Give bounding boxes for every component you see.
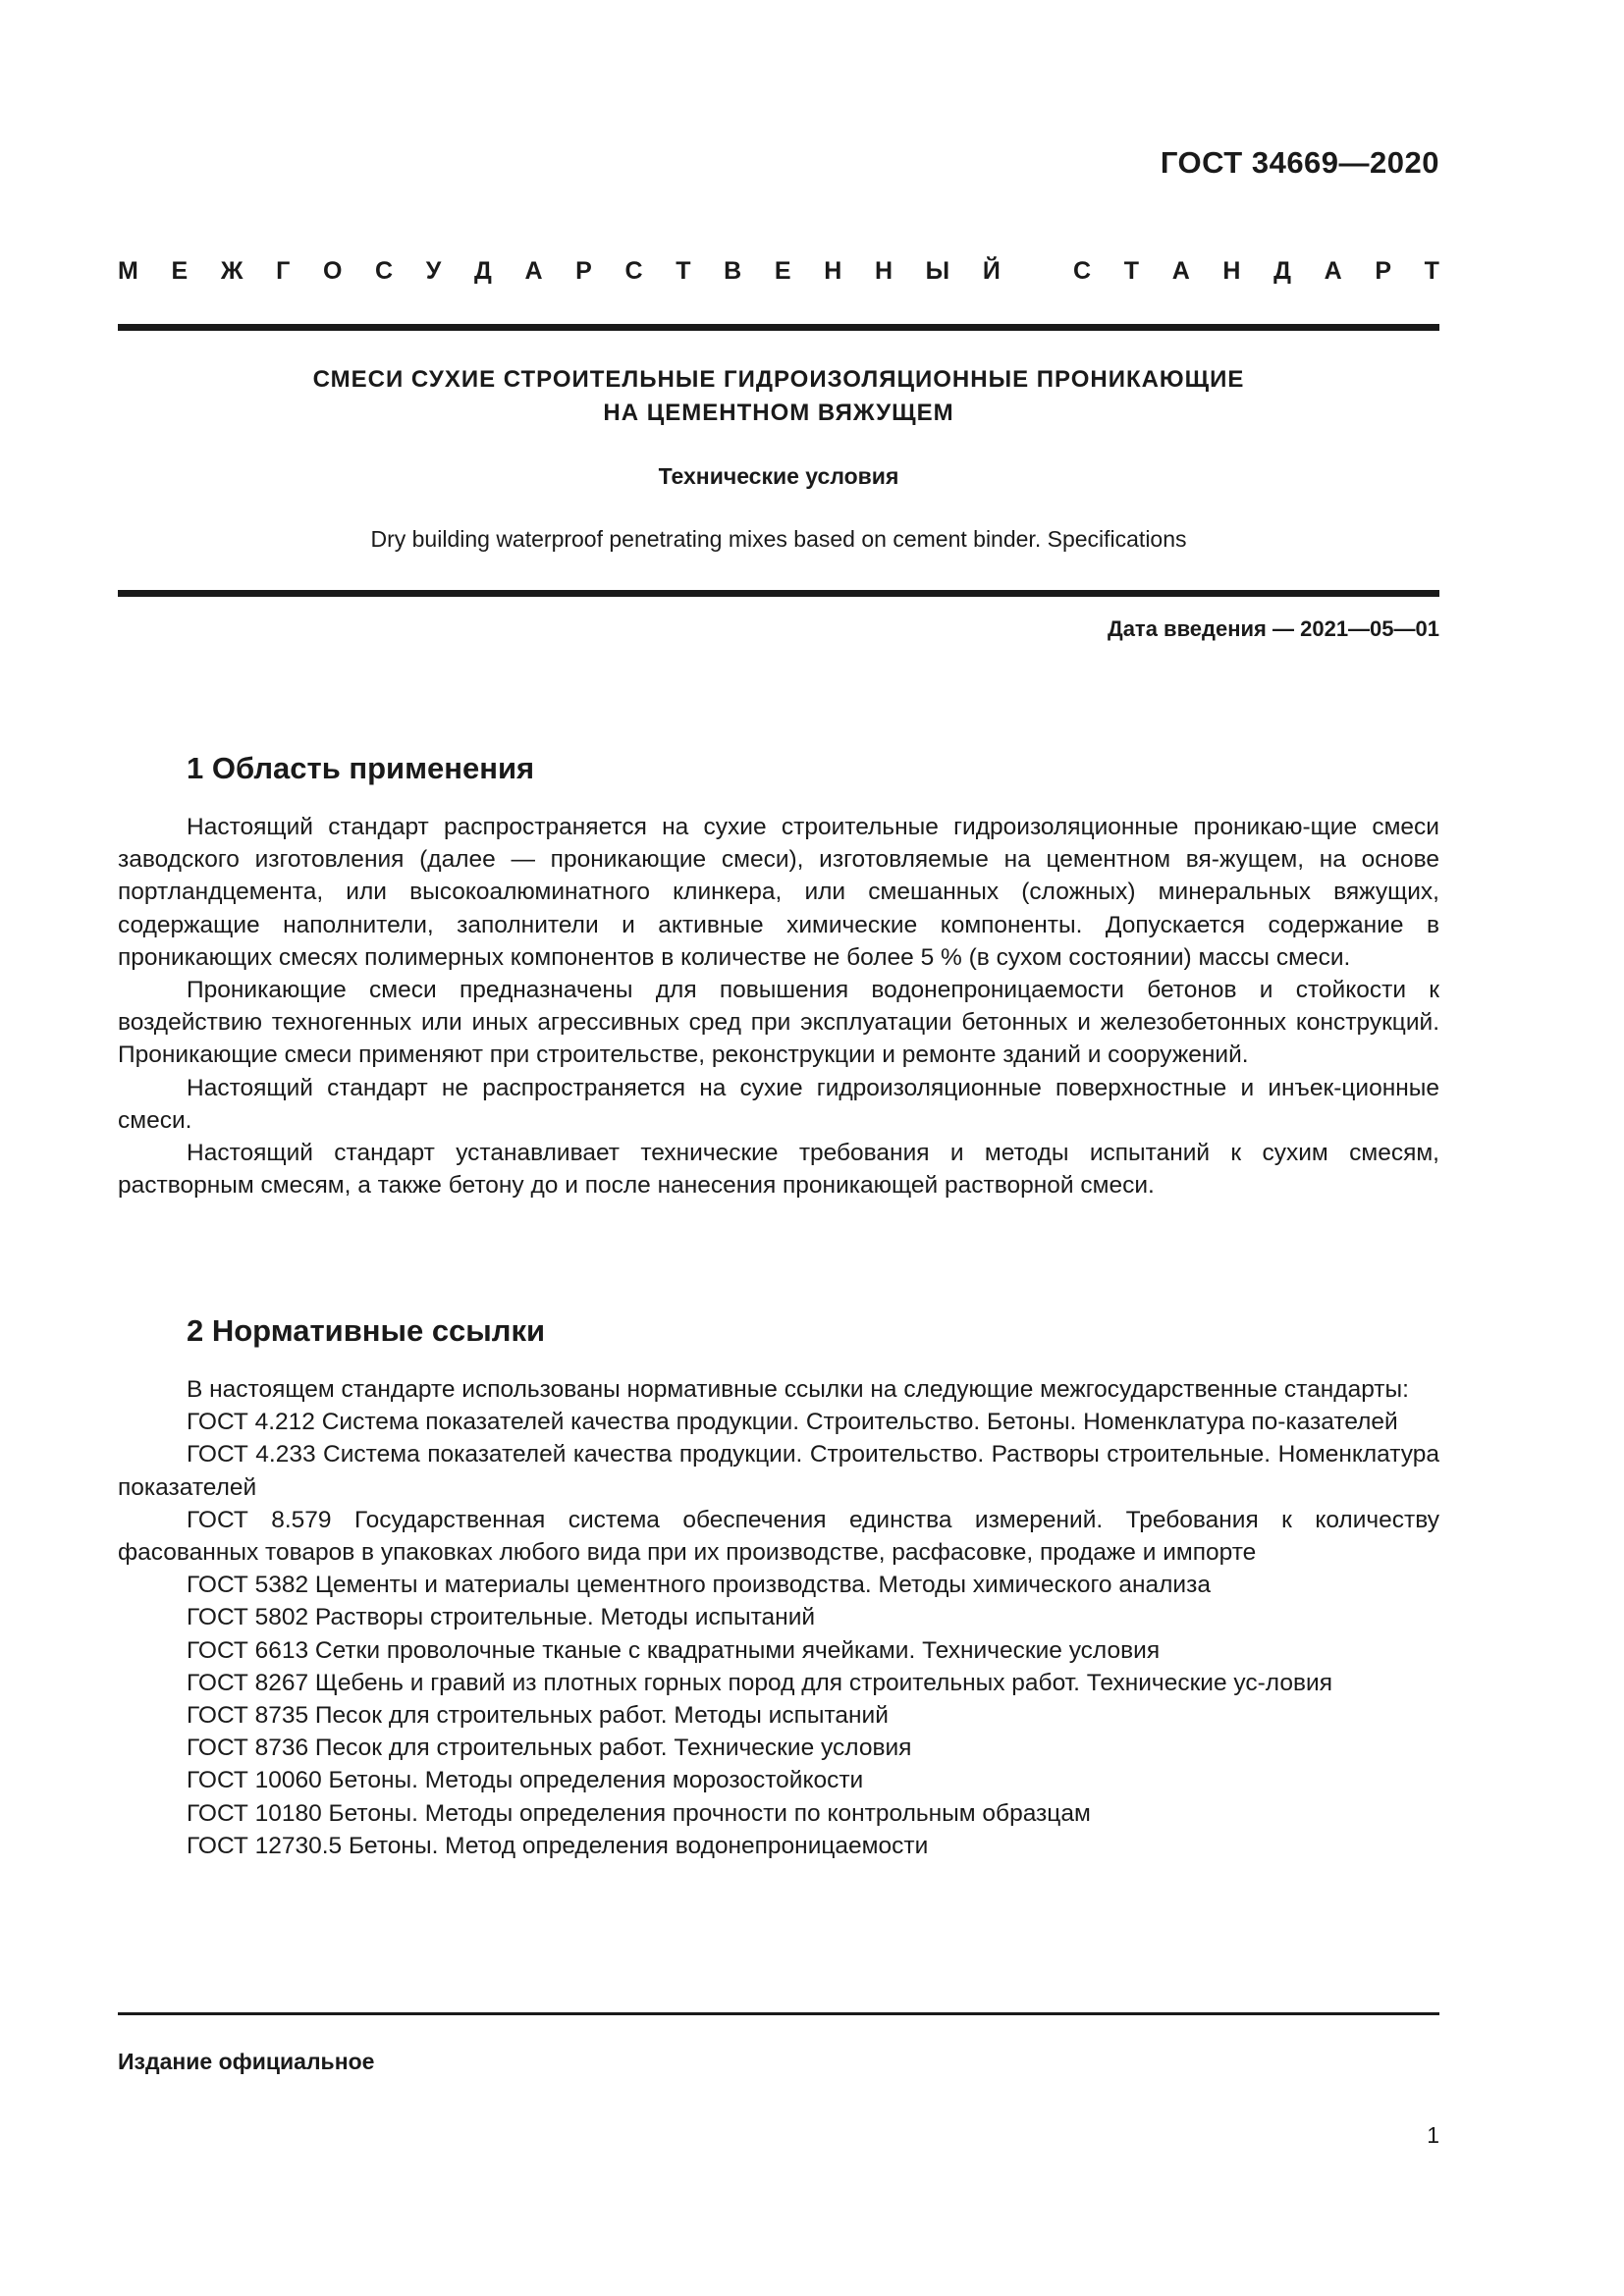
reference-item: ГОСТ 8736 Песок для строительных работ. Технические условия (187, 1735, 912, 1762)
document-subtitle: Технические условия (658, 463, 899, 489)
heading-letter: Т (676, 257, 691, 285)
heading-letter: А (1171, 257, 1190, 285)
heading-letter: Е (171, 257, 189, 285)
section-1-body (118, 811, 1439, 1201)
reference-item: ГОСТ 12730.5 Бетоны. Метод определения водонепроницаемости (187, 1832, 929, 1859)
reference-item: ГОСТ 8735 Песок для строительных работ. Методы испытаний (187, 1702, 889, 1730)
reference-item: ГОСТ 4.212 Система показателей качества продукции. Строительство. Бетоны. Номенклатура по-казателей (187, 1409, 1398, 1436)
paragraph: В настоящем стандарте использованы нормативные ссылки на следующие межгосударственные стандарты: (187, 1376, 1409, 1403)
section-2-heading: 2 Нормативные ссылки (187, 1313, 546, 1348)
header-divider (118, 324, 1439, 331)
heading-letter: Д (1273, 257, 1291, 285)
paragraph: Проникающие смеси предназначены для повышения водонепроницаемости бетонов и стойкости к воздействию техногенных или иных агрессивных сред при эксплуатации бетонных и железобетонных конструкций. Проникающие смеси применяют при строительстве, реконструкции и ремонте зданий и сооружений. (118, 977, 1439, 1069)
section-1-heading: 1 Область применения (187, 751, 535, 785)
reference-item: ГОСТ 5382 Цементы и материалы цементного производства. Методы химического анализа (187, 1572, 1211, 1599)
reference-item: ГОСТ 8.579 Государственная система обеспечения единства измерений. Требования к количеству фасованных товаров в упаковках любого вида при их производстве, расфасовке, продаже и импорте (118, 1506, 1439, 1567)
heading-letter: А (1324, 257, 1342, 285)
heading-letter: Т (1123, 257, 1140, 285)
section-2-body (118, 1373, 1439, 1862)
heading-letter: С (375, 257, 394, 285)
heading-letter: О (322, 257, 343, 285)
reference-item: ГОСТ 4.233 Система показателей качества продукции. Строительство. Растворы строительные. Номенклатура показателей (118, 1441, 1439, 1501)
paragraph: Настоящий стандарт устанавливает технические требования и методы испытаний к сухим смесям, растворным смесям, а также бетону до и после нанесения проникающей растворной смеси. (118, 1140, 1439, 1200)
heading-letter: Н (874, 257, 893, 285)
introduction-date: Дата введения — 2021—05—01 (1108, 616, 1439, 641)
standard-type-heading (118, 257, 1439, 286)
heading-letter (1033, 257, 1040, 286)
heading-letter: Ы (925, 257, 950, 285)
heading-letter: Д (473, 257, 492, 285)
edition-note: Издание официальное (118, 2049, 375, 2074)
document-title (118, 363, 1439, 430)
heading-letter: Т (1424, 257, 1439, 285)
heading-letter: Й (982, 257, 1001, 285)
reference-item: ГОСТ 8267 Щебень и гравий из плотных горных пород для строительных работ. Технические ус-ловия (187, 1669, 1332, 1696)
heading-letter: У (425, 257, 442, 285)
title-divider (118, 590, 1439, 597)
reference-item: ГОСТ 10180 Бетоны. Методы определения прочности по контрольным образцам (187, 1799, 1091, 1827)
heading-letter: Н (824, 257, 842, 285)
heading-letter: С (624, 257, 643, 285)
heading-letter: Е (774, 257, 791, 285)
title-line-1: СМЕСИ СУХИЕ СТРОИТЕЛЬНЫЕ ГИДРОИЗОЛЯЦИОННЫЕ ПРОНИКАЮЩИЕ (312, 366, 1245, 393)
heading-letter: А (524, 257, 543, 285)
heading-letter: М (118, 257, 138, 285)
title-line-2: НА ЦЕМЕНТНОМ ВЯЖУЩЕМ (603, 400, 954, 426)
standard-number: ГОСТ 34669—2020 (1160, 145, 1439, 180)
paragraph: Настоящий стандарт не распространяется на сухие гидроизоляционные поверхностные и инъек-ционные смеси. (118, 1074, 1439, 1134)
english-title: Dry building waterproof penetrating mixes based on cement binder. Specifications (370, 526, 1187, 552)
heading-letter: Н (1222, 257, 1241, 285)
heading-letter: Р (575, 257, 592, 285)
page-number: 1 (1427, 2122, 1439, 2148)
footer-divider (118, 2012, 1439, 2015)
heading-letter: Р (1375, 257, 1392, 285)
reference-item: ГОСТ 5802 Растворы строительные. Методы испытаний (187, 1604, 816, 1631)
heading-letter: Ж (220, 257, 244, 285)
heading-letter: Г (276, 257, 291, 285)
paragraph: Настоящий стандарт распространяется на сухие строительные гидроизоляционные проникаю-щие смеси заводского изготовления (далее — проникающие смеси), изготовляемые на цементном вя-жущем, на основе портландцемента, или высокоалюминатного клинкера, или смешанных (сложных) минеральных вяжущих, содержащие наполнители, заполнители и активные химические компоненты. Допускается содержание в проникающих смесях полимерных компонентов в количестве не более 5 % (в сухом состоянии) массы смеси. (118, 814, 1439, 971)
heading-letter: В (724, 257, 742, 285)
reference-item: ГОСТ 6613 Сетки проволочные тканые с квадратными ячейками. Технические условия (187, 1636, 1161, 1664)
heading-letter: С (1073, 257, 1092, 285)
reference-item: ГОСТ 10060 Бетоны. Методы определения морозостойкости (187, 1767, 864, 1794)
